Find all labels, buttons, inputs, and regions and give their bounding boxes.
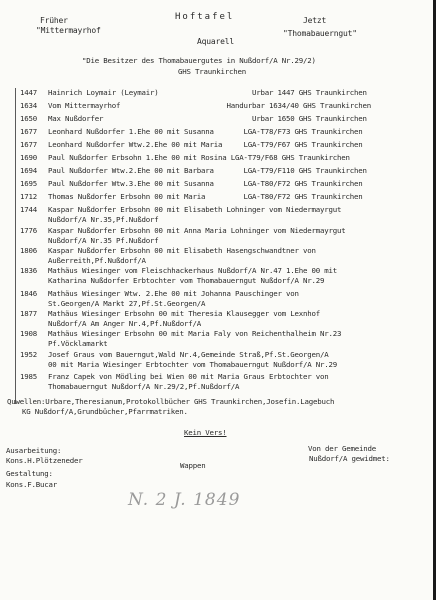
entry-year: 1690	[20, 153, 37, 162]
footer-left-2: Kons.H.Plötzeneder	[6, 456, 83, 465]
entry-text: Katharina Nußdorfer Erbtochter vom Thomabauerngut Nußdorf/A Nr.29	[48, 275, 325, 285]
footer-left-1: Ausarbeitung:	[6, 446, 62, 455]
heading-2: GHS Traunkirchen	[178, 67, 246, 76]
entry-text: Mathäus Wiesinger Wtw. 2.Ehe 00 mit Johanna Pauschinger von	[48, 289, 299, 298]
entry-year: 1806	[20, 246, 37, 255]
entry-text: 00 mit Maria Wiesinger Erbtochter vom Thomabauerngut Nußdorf/A Nr.29	[48, 359, 337, 369]
kein-vers-note: Kein Vers!	[184, 428, 227, 437]
entry-year: 1908	[20, 329, 37, 338]
margin-rule	[15, 88, 16, 404]
entry-text: Thomabauerngut Nußdorf/A Nr.29/2,Pf.Nußdorf/A	[48, 381, 240, 391]
entry-year: 1677	[20, 127, 37, 136]
footer-right-2: Nußdorf/A gewidmet:	[309, 454, 390, 463]
entry-text: Mathäus Wiesinger vom Fleischhackerhaus Nußdorf/A Nr.47 1.Ehe 00 mit	[48, 266, 337, 275]
entry-text: Hainrich Loymair (Leymair) Urbar 1447 GHS Traunkirchen	[48, 88, 367, 97]
entry-year: 1677	[20, 140, 37, 149]
header-right-2: "Thomabauerngut"	[283, 29, 357, 38]
entry-text: Vom Mittermayrhof Handurbar 1634/40 GHS Traunkirchen	[48, 101, 371, 110]
document-subtitle: Aquarell	[197, 37, 234, 46]
entry-text: Kaspar Nußdorfer Erbsohn 00 mit Anna Maria Lohninger vom Niedermayrgut	[48, 226, 346, 235]
footer-right-1: Von der Gemeinde	[308, 444, 376, 453]
entry-text: Kaspar Nußdorfer Erbsohn 00 mit Elisabeth Lohninger vom Niedermayrgut	[48, 205, 342, 214]
entry-text: Franz Capek von Mödling bei Wien 00 mit Maria Graus Erbtochter von	[48, 372, 329, 381]
sources-line-2: KG Nußdorf/A,Grundbücher,Pfarrmatriken.	[22, 407, 188, 416]
entry-year: 1744	[20, 205, 37, 214]
document-title: Hoftafel	[175, 12, 235, 22]
entry-text: Thomas Nußdorfer Erbsohn 00 mit Maria LGA-T80/F72 GHS Traunkirchen	[48, 192, 363, 201]
entry-text: Leonhard Nußdorfer Wtw.2.Ehe 00 mit Maria LGA-T79/F67 GHS Traunkirchen	[48, 140, 363, 149]
entry-year: 1846	[20, 289, 37, 298]
entry-text: St.Georgen/A Markt 27,Pf.St.Georgen/A	[48, 298, 206, 308]
heading: "Die Besitzer des Thomabauergutes in Nußdorf/A Nr.29/2)	[82, 56, 316, 65]
entry-text: Mathäus Wiesinger Erbsohn 00 mit Theresia Klausegger vom Lexnhof	[48, 309, 320, 318]
entry-text: Pf.Vöcklamarkt	[48, 338, 108, 348]
entry-year: 1985	[20, 372, 37, 381]
entry-year: 1776	[20, 226, 37, 235]
entry-year: 1695	[20, 179, 37, 188]
wappen-label: Wappen	[180, 461, 206, 470]
entry-year: 1712	[20, 192, 37, 201]
entry-text: Josef Graus vom Bauerngut,Wald Nr.4,Gemeinde Straß,Pf.St.Georgen/A	[48, 350, 329, 359]
entry-text: Kaspar Nußdorfer Erbsohn 00 mit Elisabeth Hasengschwandtner von	[48, 246, 316, 255]
entry-year: 1650	[20, 114, 37, 123]
sources-line-1: Quwellen:Urbare,Theresianum,Protokollbücher GHS Traunkirchen,Josefin.Lagebuch	[7, 397, 335, 406]
entry-text: Nußdorf/A Am Anger Nr.4,Pf.Nußdorf/A	[48, 318, 201, 328]
header-left-1: Früher	[40, 16, 68, 25]
entry-year: 1877	[20, 309, 37, 318]
entry-year: 1836	[20, 266, 37, 275]
entry-text: Nußdorf/A Nr.35,Pf.Nußdorf	[48, 214, 159, 224]
entry-year: 1634	[20, 101, 37, 110]
entry-year: 1447	[20, 88, 37, 97]
footer-left-3: Gestaltung:	[6, 469, 53, 478]
footer-left-4: Kons.F.Bucar	[6, 480, 57, 489]
entry-year: 1694	[20, 166, 37, 175]
entry-text: Leonhard Nußdorfer 1.Ehe 00 mit Susanna LGA-T78/F73 GHS Traunkirchen	[48, 127, 363, 136]
entry-text: Paul Nußdorfer Wtw.2.Ehe 00 mit Barbara LGA-T79/F110 GHS Traunkirchen	[48, 166, 367, 175]
handwritten-note: N. 2 J. 1849	[128, 490, 241, 510]
entry-text: Paul Nußdorfer Wtw.3.Ehe 00 mit Susanna LGA-T80/F72 GHS Traunkirchen	[48, 179, 363, 188]
header-right-1: Jetzt	[303, 16, 327, 25]
entry-text: Außerreith,Pf.Nußdorf/A	[48, 255, 146, 265]
entry-text: Max Nußdorfer Urbar 1650 GHS Traunkirchen	[48, 114, 367, 123]
header-left-2: "Mittermayrhof	[36, 26, 101, 35]
entry-text: Nußdorf/A Nr.35 Pf.Nußdorf	[48, 235, 159, 245]
entry-text: Paul Nußdorfer Erbsohn 1.Ehe 00 mit Rosina LGA-T79/F68 GHS Traunkirchen	[48, 153, 350, 162]
entry-text: Mathäus Wiesinger Erbsohn 00 mit Maria Faly von Reichenthalheim Nr.23	[48, 329, 342, 338]
entry-year: 1952	[20, 350, 37, 359]
